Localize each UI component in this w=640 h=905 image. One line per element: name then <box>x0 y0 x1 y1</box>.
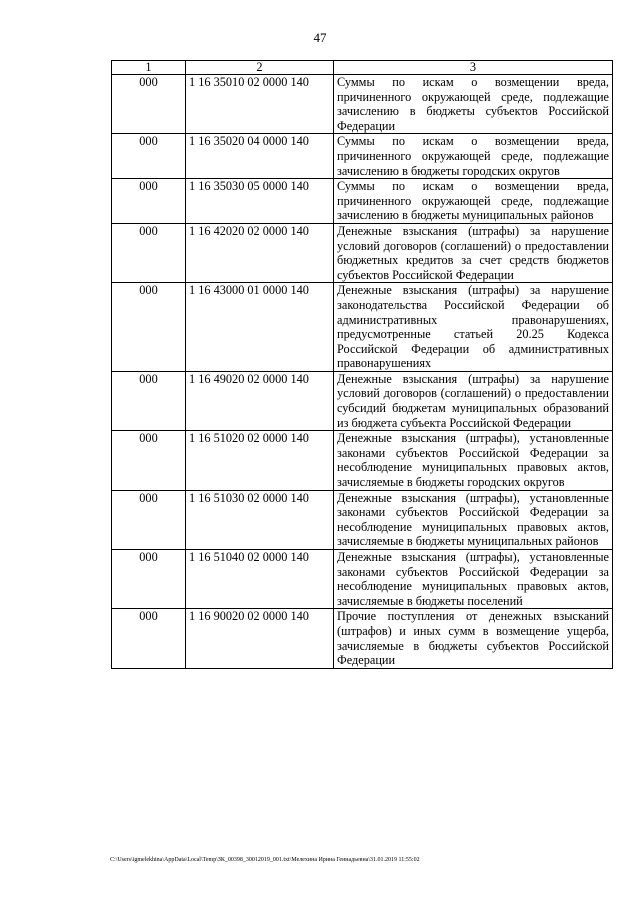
revenue-name-cell: Денежные взыскания (штрафы) за нарушение законодательства Российской Федерации об административных правонарушениях, предусмотренные статьей 20.25 Кодекса Российской Федерации об административных правонарушениях <box>334 283 613 372</box>
admin-code-cell: 000 <box>112 490 186 549</box>
admin-code-cell: 000 <box>112 609 186 668</box>
revenue-name-cell: Суммы по искам о возмещении вреда, причиненного окружающей среде, подлежащие зачислению в бюджеты субъектов Российской Федерации <box>334 75 613 134</box>
revenue-name-cell: Денежные взыскания (штрафы) за нарушение условий договоров (соглашений) о предоставлении бюджетных кредитов за счет средств бюджетов субъектов Российской Федерации <box>334 223 613 282</box>
table-row <box>112 179 613 224</box>
admin-code-cell: 000 <box>112 550 186 609</box>
footer-file-path: C:\Users\igmelekhina\AppData\Local\Temp\ЗК_00398_30012019_001.txt\Мелехина Ирина Геннадьевна\31.01.2019 11:55:02 <box>110 857 420 863</box>
column-header-2: 2 <box>186 61 334 75</box>
table-header-row <box>112 61 613 75</box>
admin-code-cell: 000 <box>112 134 186 179</box>
revenue-code-cell: 1 16 51020 02 0000 140 <box>186 431 334 490</box>
table-row <box>112 550 613 609</box>
admin-code-cell: 000 <box>112 371 186 430</box>
revenue-code-cell: 1 16 43000 01 0000 140 <box>186 283 334 372</box>
admin-code-cell: 000 <box>112 179 186 224</box>
revenue-code-cell: 1 16 51030 02 0000 140 <box>186 490 334 549</box>
revenue-name-cell: Суммы по искам о возмещении вреда, причиненного окружающей среде, подлежащие зачислению в бюджеты муниципальных районов <box>334 179 613 224</box>
revenue-code-cell: 1 16 35010 02 0000 140 <box>186 75 334 134</box>
revenue-code-cell: 1 16 42020 02 0000 140 <box>186 223 334 282</box>
table-row <box>112 490 613 549</box>
table-row <box>112 223 613 282</box>
revenue-code-cell: 1 16 49020 02 0000 140 <box>186 371 334 430</box>
revenue-code-cell: 1 16 35030 05 0000 140 <box>186 179 334 224</box>
revenue-name-cell: Денежные взыскания (штрафы) за нарушение условий договоров (соглашений) о предоставлении субсидий бюджетам муниципальных образований из бюджета субъекта Российской Федерации <box>334 371 613 430</box>
revenue-codes-table <box>111 60 613 669</box>
revenue-name-cell: Денежные взыскания (штрафы), установленные законами субъектов Российской Федерации за несоблюдение муниципальных правовых актов, зачисляемые в бюджеты муниципальных районов <box>334 490 613 549</box>
revenue-name-cell: Прочие поступления от денежных взысканий (штрафов) и иных сумм в возмещение ущерба, зачисляемые в бюджеты субъектов Российской Федерации <box>334 609 613 668</box>
revenue-code-cell: 1 16 90020 02 0000 140 <box>186 609 334 668</box>
table-row <box>112 609 613 668</box>
revenue-name-cell: Денежные взыскания (штрафы), установленные законами субъектов Российской Федерации за несоблюдение муниципальных правовых актов, зачисляемые в бюджеты городских округов <box>334 431 613 490</box>
revenue-name-cell: Денежные взыскания (штрафы), установленные законами субъектов Российской Федерации за несоблюдение муниципальных правовых актов, зачисляемые в бюджеты поселений <box>334 550 613 609</box>
table-row <box>112 283 613 372</box>
column-header-3: 3 <box>334 61 613 75</box>
column-header-1: 1 <box>112 61 186 75</box>
table-row <box>112 431 613 490</box>
revenue-code-cell: 1 16 51040 02 0000 140 <box>186 550 334 609</box>
table-row <box>112 75 613 134</box>
admin-code-cell: 000 <box>112 283 186 372</box>
revenue-name-cell: Суммы по искам о возмещении вреда, причиненного окружающей среде, подлежащие зачислению в бюджеты городских округов <box>334 134 613 179</box>
revenue-code-cell: 1 16 35020 04 0000 140 <box>186 134 334 179</box>
page-number: 47 <box>313 30 327 45</box>
table-row <box>112 371 613 430</box>
admin-code-cell: 000 <box>112 223 186 282</box>
admin-code-cell: 000 <box>112 431 186 490</box>
table-row <box>112 134 613 179</box>
table-body <box>112 75 613 669</box>
admin-code-cell: 000 <box>112 75 186 134</box>
